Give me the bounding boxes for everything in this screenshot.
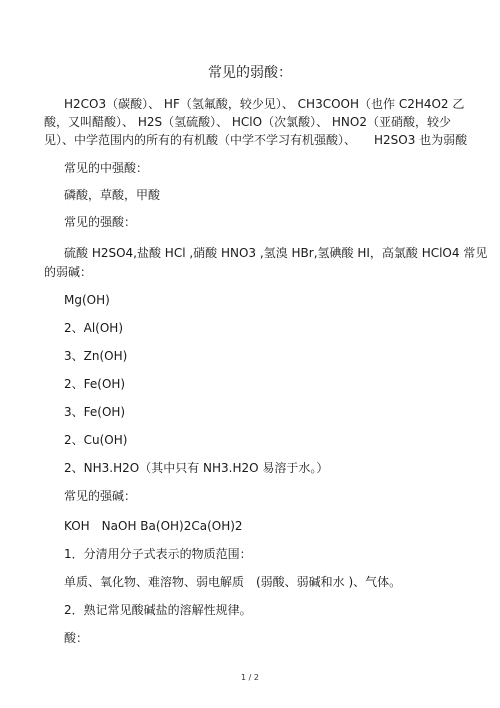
- weak-base-item: 2、NH3.H2O（其中只有 NH3.H2O 易溶于水。）: [64, 461, 329, 475]
- strong-acids-line-2: 的弱碱：: [44, 265, 93, 279]
- weak-acids-line-2: 酸，又叫醋酸）、 H2S（氢硫酸）、 HClO（次氯酸）、 HNO2（亚硝酸，较少: [44, 115, 451, 129]
- weak-base-item: 3、Fe(OH): [64, 405, 126, 419]
- page-title: 常见的弱酸：: [208, 65, 292, 81]
- medium-acids-heading: 常见的中强酸：: [64, 161, 149, 175]
- weak-base-item: 2、Fe(OH): [64, 377, 126, 391]
- numbered-item-1: 1．分清用分子式表示的物质范围：: [64, 547, 252, 561]
- weak-base-item: 3、Zn(OH): [64, 349, 128, 363]
- acid-label: 酸：: [64, 631, 89, 645]
- strong-acids-line-1: 硫酸 H2SO4,盐酸 HCl ,硝酸 HNO3 ,氢溴 HBr,氢碘酸 HI，高氯酸 HClO4 常见: [64, 246, 488, 260]
- weak-base-item: 2、Cu(OH): [64, 433, 128, 447]
- strong-bases-list: KOH NaOH Ba(OH)2Ca(OH)2: [64, 519, 243, 533]
- weak-base-item: Mg(OH): [64, 293, 110, 307]
- strong-acids-heading: 常见的强酸：: [64, 215, 137, 229]
- strong-bases-heading: 常见的强碱：: [64, 489, 137, 503]
- weak-acids-line-1: H2CO3（碳酸）、 HF（氢氟酸，较少见）、 CH3COOH（也作 C2H4O2 乙: [64, 97, 465, 111]
- weak-base-item: 2、Al(OH): [64, 321, 124, 335]
- medium-acids-list: 磷酸，草酸，甲酸: [64, 188, 161, 202]
- numbered-item-1-detail: 单质、氧化物、难溶物、弱电解质 (弱酸、弱碱和水 )、气体。: [64, 575, 402, 589]
- numbered-item-2: 2．熟记常见酸碱盐的溶解性规律。: [64, 603, 252, 617]
- weak-acids-line-3: 见）、中学范围内的所有的有机酸（中学不学习有机强酸）、 H2SO3 也为弱酸: [44, 133, 468, 147]
- page-number: 1 / 2: [241, 673, 259, 682]
